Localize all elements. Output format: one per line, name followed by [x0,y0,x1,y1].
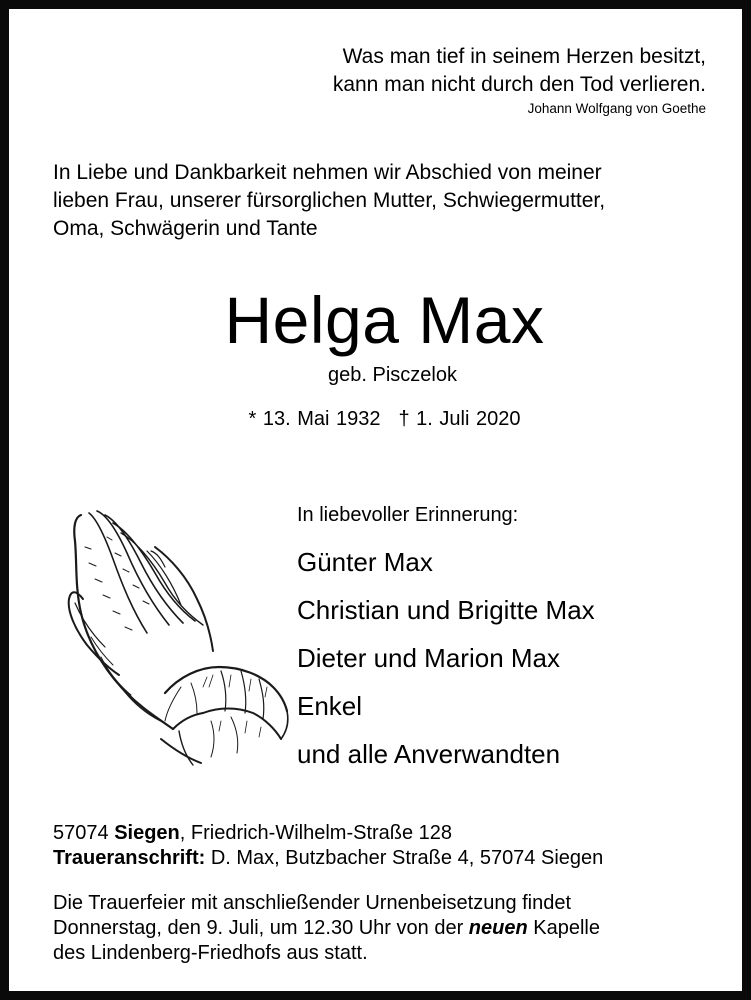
death-date: † 1. Juli 2020 [398,408,521,430]
ceremony-info [53,891,733,966]
deceased-name: Helga Max [224,283,545,357]
residence-line [53,821,733,846]
address-block [53,821,733,871]
intro-line-2: lieben Frau, unserer fürsorglichen Mutter, Schwiegermutter, [53,189,606,212]
maiden-name: geb. Pisczelok [328,364,457,386]
quote-author: Johann Wolfgang von Goethe [527,101,706,116]
ceremony-line-2 [53,916,733,941]
intro-line-3: Oma, Schwägerin und Tante [53,217,318,240]
mourner-name: Günter Max [297,547,433,577]
farewell-intro [53,159,703,243]
praying-hands-icon [61,507,291,775]
street: , Friedrich-Wilhelm-Straße 128 [179,822,453,844]
condolence-address-line [53,846,733,871]
life-dates [9,407,751,431]
goethe-quote [333,43,706,118]
mourner-name: und alle Anverwandten [297,739,561,769]
mourners-list [297,502,727,778]
contact-text: D. Max, Butzbacher Straße 4, 57074 Siegen [205,847,604,869]
ceremony-line-3: des Lindenberg-Friedhofs aus statt. [53,942,368,964]
mourners-label: In liebevoller Erinnerung: [297,504,519,526]
emphasis-word: neuen [468,917,528,939]
mourner-name: Dieter und Marion Max [297,643,560,673]
postal-code: 57074 [53,822,109,844]
ceremony-text: Donnerstag, den 9. Juli, um 12.30 Uhr von der [53,917,469,939]
mourner-name: Enkel [297,691,363,721]
ceremony-line-1: Die Trauerfeier mit anschließender Urnenbeisetzung findet [53,892,572,914]
ceremony-text: Kapelle [527,917,600,939]
intro-line-1: In Liebe und Dankbarkeit nehmen wir Abschied von meiner [53,161,602,184]
mourner-name: Christian und Brigitte Max [297,595,595,625]
birth-date: * 13. Mai 1932 [248,408,381,430]
quote-line-1: Was man tief in seinem Herzen besitzt, [342,45,706,68]
city: Siegen [114,822,180,844]
contact-label: Traueranschrift: [53,847,206,869]
quote-line-2: kann man nicht durch den Tod verlieren. [332,73,706,96]
